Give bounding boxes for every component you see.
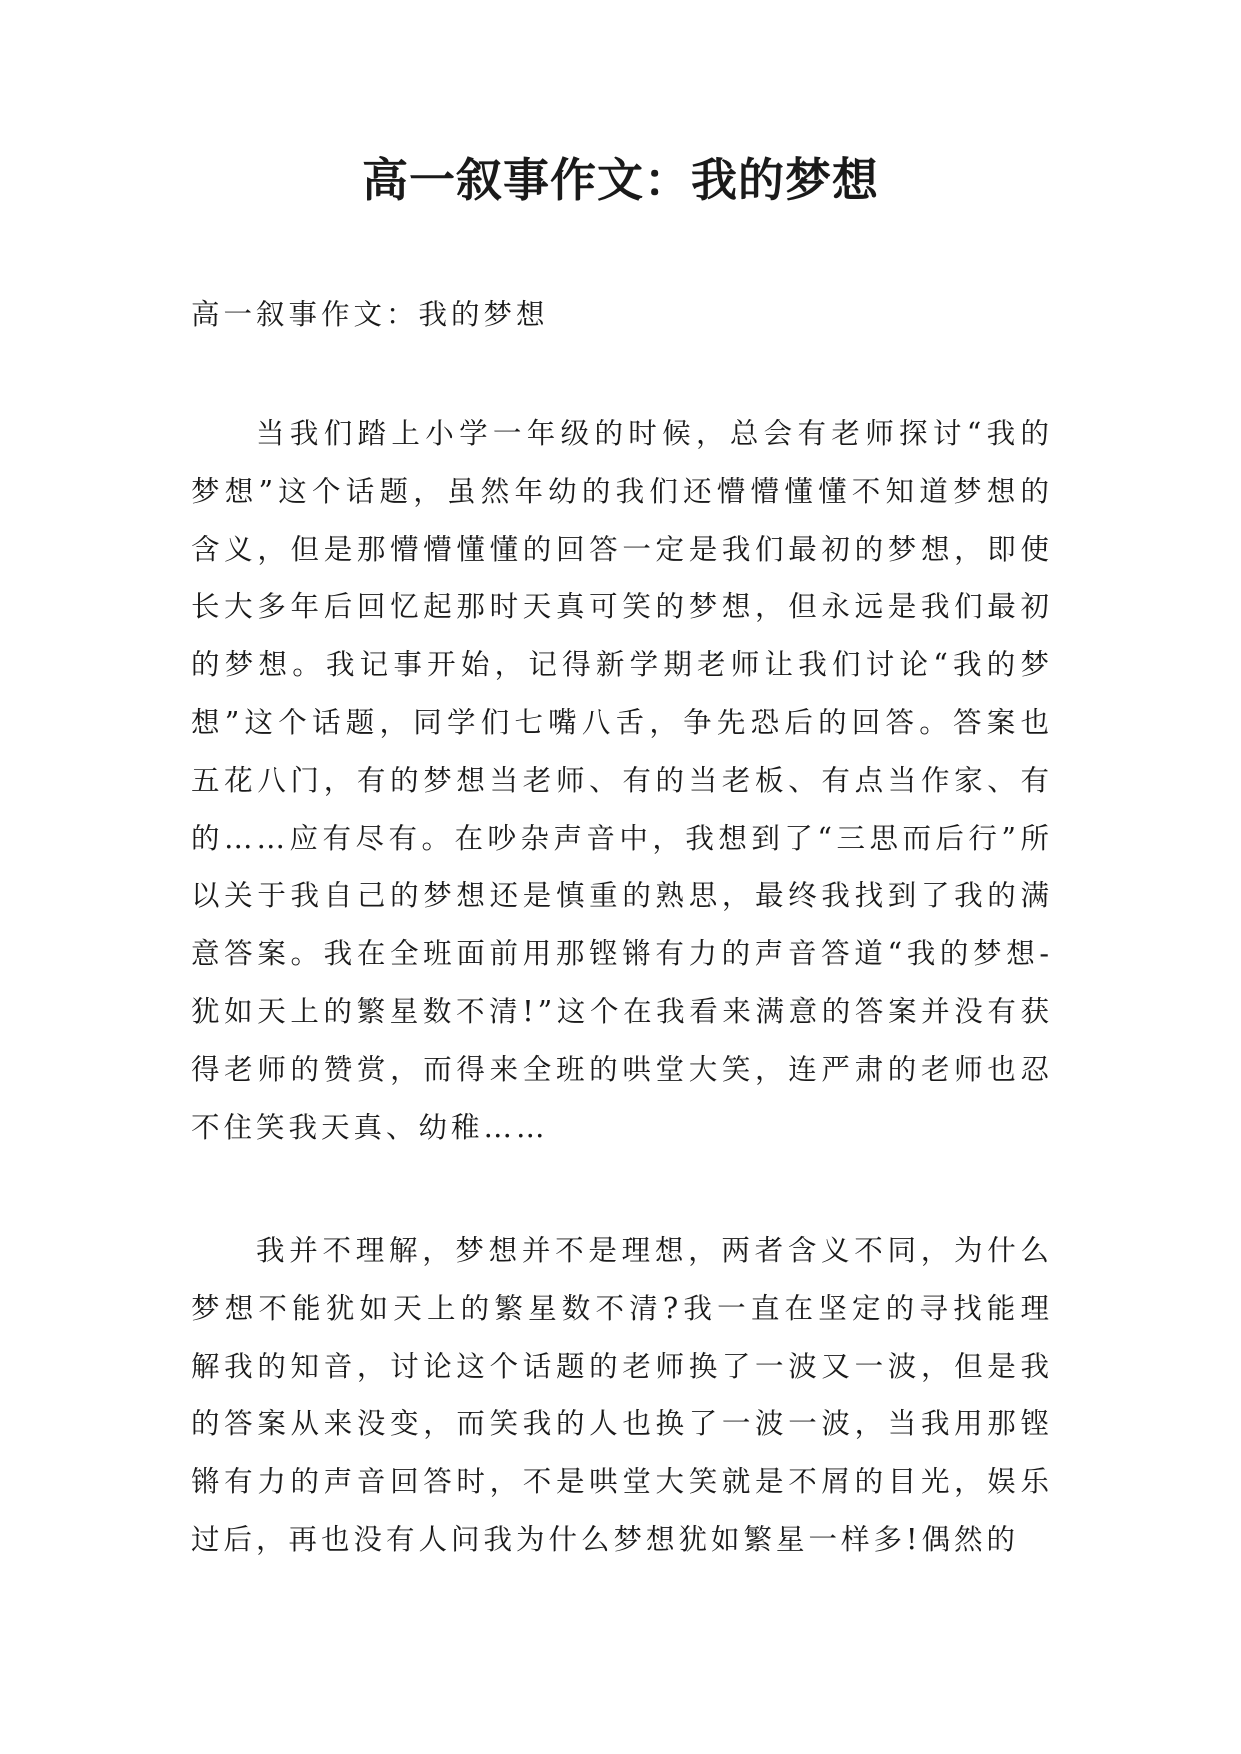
- paragraph-1: 当我们踏上小学一年级的时候，总会有老师探讨“我的梦想”这个话题，虽然年幼的我们还懵懵懂懂不知道梦想的含义，但是那懵懵懂懂的回答一定是我们最初的梦想，即使长大多年后回忆起那时天真可笑的梦想，但永远是我们最初的梦想。我记事开始，记得新学期老师让我们讨论“我的梦想”这个话题，同学们七嘴八舌，争先恐后的回答。答案也五花八门，有的梦想当老师、有的当老板、有点当作家、有的……应有尽有。在吵杂声音中，我想到了“三思而后行”所以关于我自己的梦想还是慎重的熟思，最终我找到了我的满意答案。我在全班面前用那铿锵有力的声音答道“我的梦想-犹如天上的繁星数不清!”这个在我看来满意的答案并没有获得老师的赞赏，而得来全班的哄堂大笑，连严肃的老师也忍不住笑我天真、幼稚……: [191, 417, 1053, 1144]
- paragraph-2: 我并不理解，梦想并不是理想，两者含义不同，为什么梦想不能犹如天上的繁星数不清?我一直在坚定的寻找能理解我的知音，讨论这个话题的老师换了一波又一波，但是我的答案从来没变，而笑我的人也换了一波一波，当我用那铿锵有力的声音回答时，不是哄堂大笑就是不屑的目光，娱乐过后，再也没有人问我为什么梦想犹如繁星一样多!偶然的: [191, 1234, 1053, 1556]
- document-title: 高一叙事作文：我的梦想: [362, 153, 879, 207]
- document-subtitle: 高一叙事作文：我的梦想: [191, 298, 549, 331]
